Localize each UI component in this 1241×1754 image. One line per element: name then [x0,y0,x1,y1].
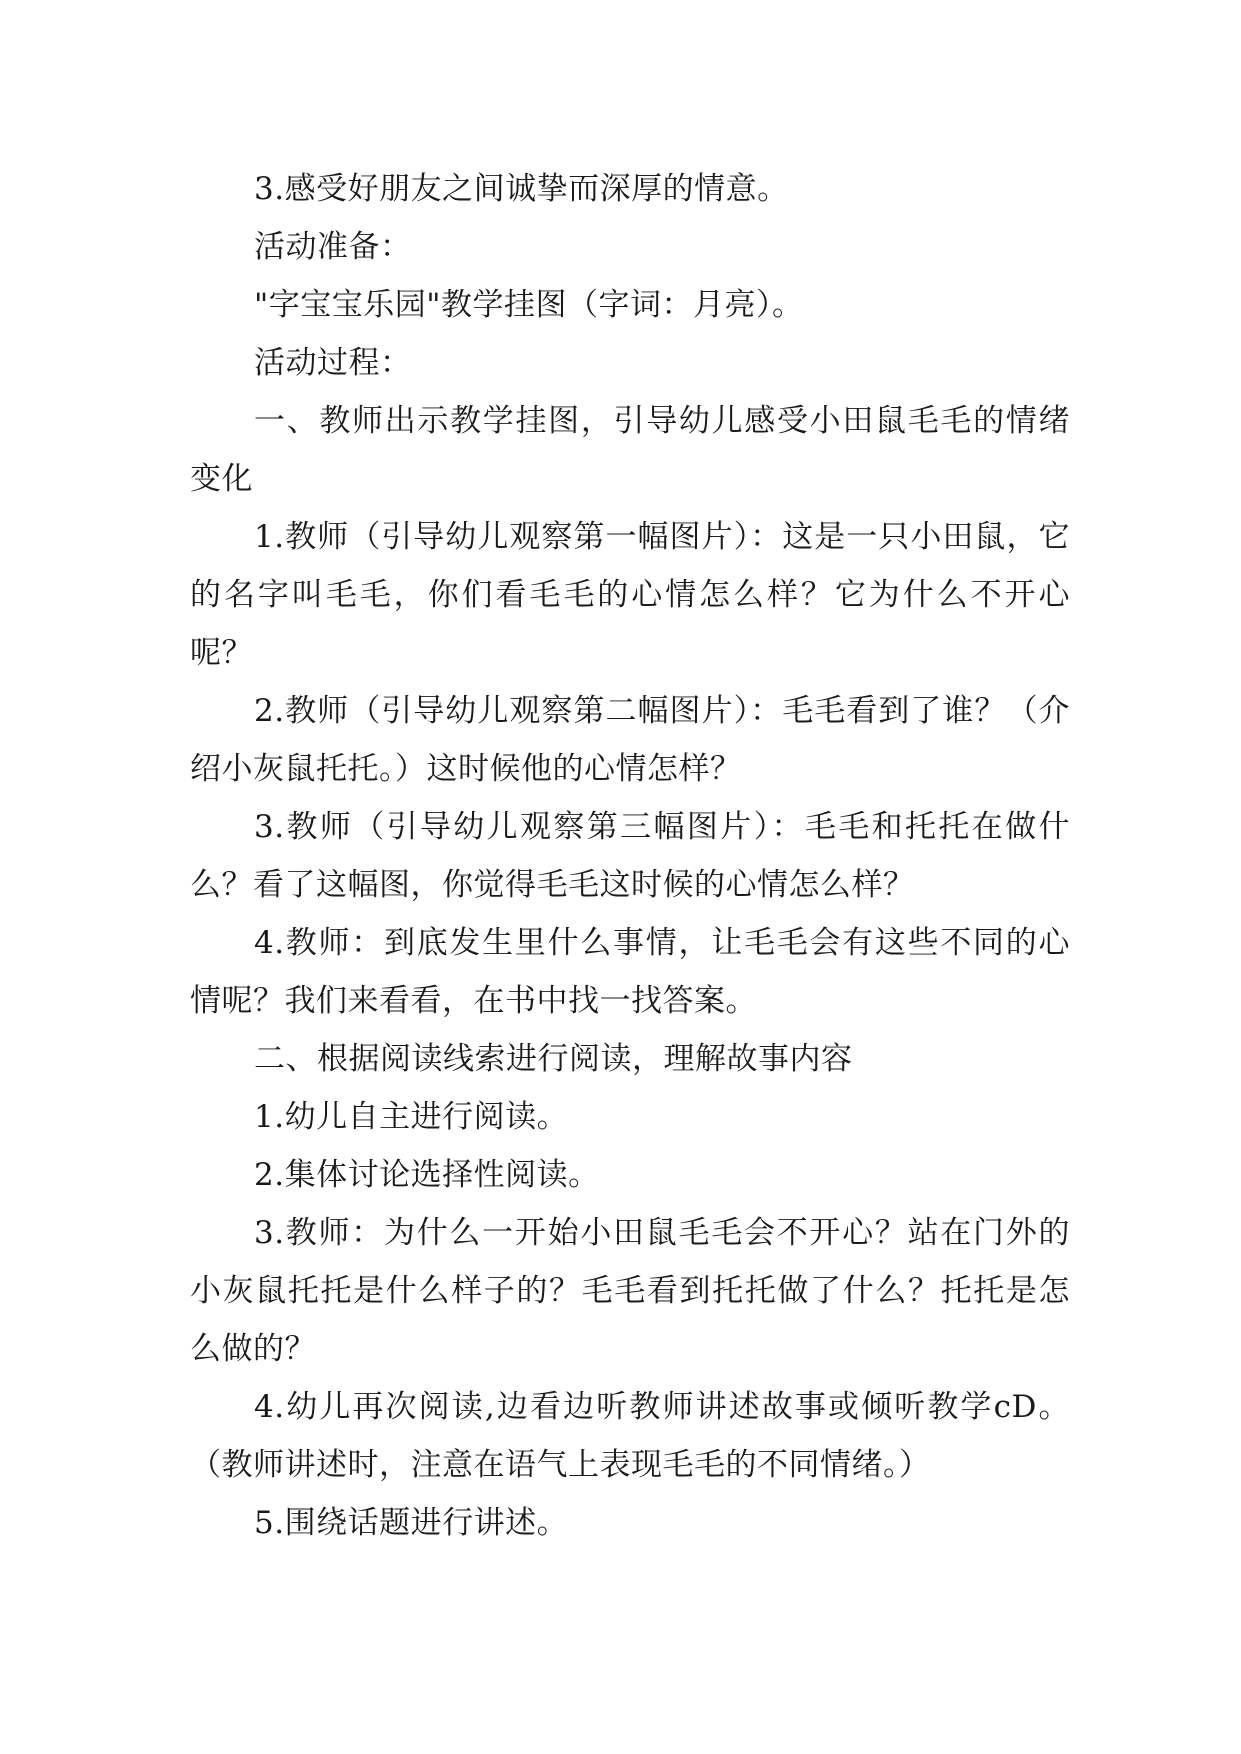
paragraph-preparation: "字宝宝乐园"教学挂图（字词：月亮）。 [254,287,804,323]
paragraph-step-2-2: 2.集体讨论选择性阅读。 [254,1157,600,1193]
document-body [190,160,1070,1552]
paragraph-step-2-5: 5.围绕话题进行讲述。 [254,1505,569,1541]
section-heading-1: 一、教师出示教学挂图，引导幼儿感受小田鼠毛毛的情绪变化 [190,403,1070,497]
section-heading-2: 二、根据阅读线索进行阅读，理解故事内容 [254,1041,853,1077]
paragraph-step-2-1: 1.幼儿自主进行阅读。 [254,1099,569,1135]
paragraph-step-2-3: 3.教师：为什么一开始小田鼠毛毛会不开心？站在门外的小灰鼠托托是什么样子的？毛毛看到托托做了什么？托托是怎么做的？ [190,1215,1070,1367]
paragraph-step-1-3: 3.教师（引导幼儿观察第三幅图片）：毛毛和托托在做什么？看了这幅图，你觉得毛毛这时候的心情怎么样？ [190,809,1070,903]
paragraph-step-1-1: 1.教师（引导幼儿观察第一幅图片）：这是一只小田鼠，它的名字叫毛毛，你们看毛毛的心情怎么样？它为什么不开心呢？ [190,519,1070,671]
heading-process: 活动过程： [254,345,412,381]
paragraph-objective-3: 3.感受好朋友之间诚挚而深厚的情意。 [254,171,789,207]
paragraph-step-1-2: 2.教师（引导幼儿观察第二幅图片）：毛毛看到了谁？（介绍小灰鼠托托。）这时候他的心情怎样？ [190,693,1070,787]
paragraph-step-2-4: 4.幼儿再次阅读,边看边听教师讲述故事或倾听教学cD。（教师讲述时，注意在语气上表现毛毛的不同情绪。） [190,1389,1070,1483]
heading-preparation: 活动准备： [254,229,412,265]
paragraph-step-1-4: 4.教师：到底发生里什么事情，让毛毛会有这些不同的心情呢？我们来看看，在书中找一找答案。 [190,925,1070,1019]
